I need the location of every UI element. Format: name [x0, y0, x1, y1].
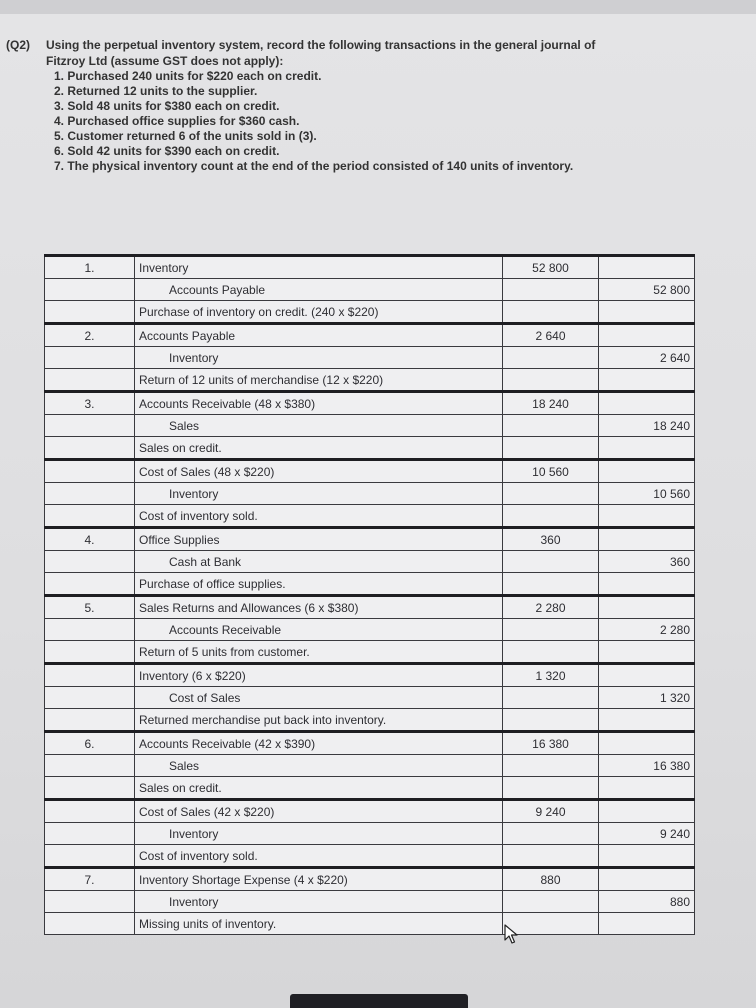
credit-amount: 18 240 — [599, 415, 695, 437]
credit-account: Inventory — [169, 350, 219, 365]
entry-number — [45, 800, 135, 823]
entry-number: 3. — [45, 392, 135, 415]
debit-account: Office Supplies — [135, 528, 503, 551]
narration: Sales on credit. — [135, 437, 503, 460]
transaction-item: 3. Sold 48 units for $380 each on credit. — [54, 99, 280, 113]
credit-amount: 2 280 — [599, 619, 695, 641]
entry-number: 4. — [45, 528, 135, 551]
debit-account: Inventory — [135, 256, 503, 279]
mouse-pointer-icon — [504, 924, 518, 944]
journal-credit-row — [45, 619, 695, 641]
narration: Return of 12 units of merchandise (12 x $220) — [135, 369, 503, 392]
credit-amount-empty — [599, 256, 695, 279]
debit-amount: 9 240 — [503, 800, 599, 823]
journal-narration-row — [45, 369, 695, 392]
question-label: (Q2) — [6, 38, 30, 52]
credit-amount: 16 380 — [599, 755, 695, 777]
entry-number — [45, 664, 135, 687]
debit-amount: 1 320 — [503, 664, 599, 687]
journal-narration-row — [45, 777, 695, 800]
credit-account: Inventory — [169, 826, 219, 841]
credit-account: Inventory — [169, 486, 219, 501]
journal-narration-row — [45, 913, 695, 935]
journal-debit-row — [45, 392, 695, 415]
journal-credit-row — [45, 755, 695, 777]
credit-account: Inventory — [169, 894, 219, 909]
credit-account: Cash at Bank — [169, 554, 242, 569]
journal-debit-row — [45, 460, 695, 483]
debit-account: Accounts Receivable (42 x $390) — [135, 732, 503, 755]
entry-number: 6. — [45, 732, 135, 755]
credit-amount: 880 — [599, 891, 695, 913]
narration: Returned merchandise put back into inventory. — [135, 709, 503, 732]
journal-narration-row — [45, 437, 695, 460]
credit-account: Accounts Receivable — [169, 622, 282, 637]
journal-debit-row — [45, 256, 695, 279]
transaction-list — [6, 69, 750, 174]
credit-account: Accounts Payable — [169, 282, 266, 297]
journal-credit-row — [45, 279, 695, 301]
debit-amount: 18 240 — [503, 392, 599, 415]
narration: Return of 5 units from customer. — [135, 641, 503, 664]
journal-credit-row — [45, 415, 695, 437]
general-journal-table — [44, 254, 695, 935]
journal-credit-row — [45, 891, 695, 913]
narration: Cost of inventory sold. — [135, 505, 503, 528]
journal-debit-row — [45, 800, 695, 823]
entry-number: 5. — [45, 596, 135, 619]
question-intro: Using the perpetual inventory system, record the following transactions in the general journal of — [46, 38, 596, 52]
credit-account: Sales — [169, 418, 200, 433]
transaction-item: 4. Purchased office supplies for $360 cash. — [54, 114, 300, 128]
debit-account: Cost of Sales (42 x $220) — [135, 800, 503, 823]
debit-account: Sales Returns and Allowances (6 x $380) — [135, 596, 503, 619]
taskbar-tab[interactable] — [290, 994, 468, 1008]
credit-amount: 1 320 — [599, 687, 695, 709]
narration: Purchase of inventory on credit. (240 x $220) — [135, 301, 503, 324]
narration: Purchase of office supplies. — [135, 573, 503, 596]
narration: Sales on credit. — [135, 777, 503, 800]
screen-top-edge — [0, 0, 756, 14]
entry-number: 2. — [45, 324, 135, 347]
journal-credit-row — [45, 347, 695, 369]
transaction-item: 2. Returned 12 units to the supplier. — [54, 84, 258, 98]
transaction-item: 5. Customer returned 6 of the units sold in (3). — [54, 129, 317, 143]
question-heading — [6, 38, 750, 54]
transaction-item: 6. Sold 42 units for $390 each on credit. — [54, 144, 280, 158]
debit-amount: 16 380 — [503, 732, 599, 755]
credit-account: Cost of Sales — [169, 690, 241, 705]
narration: Cost of inventory sold. — [135, 845, 503, 868]
journal-debit-row — [45, 596, 695, 619]
journal-narration-row — [45, 641, 695, 664]
entry-number — [45, 460, 135, 483]
credit-account: Sales — [169, 758, 200, 773]
entry-number: 1. — [45, 256, 135, 279]
journal-credit-row — [45, 551, 695, 573]
journal-debit-row — [45, 528, 695, 551]
debit-amount: 2 640 — [503, 324, 599, 347]
journal-narration-row — [45, 709, 695, 732]
narration: Missing units of inventory. — [135, 913, 503, 935]
question-intro-continued: Fitzroy Ltd (assume GST does not apply): — [46, 53, 284, 68]
credit-amount: 10 560 — [599, 483, 695, 505]
debit-amount: 52 800 — [503, 256, 599, 279]
debit-account: Inventory Shortage Expense (4 x $220) — [135, 868, 503, 891]
journal-narration-row — [45, 505, 695, 528]
journal-debit-row — [45, 732, 695, 755]
question-block — [6, 38, 750, 174]
debit-amount: 360 — [503, 528, 599, 551]
credit-amount: 52 800 — [599, 279, 695, 301]
debit-amount: 2 280 — [503, 596, 599, 619]
debit-amount: 880 — [503, 868, 599, 891]
credit-amount: 2 640 — [599, 347, 695, 369]
debit-account: Cost of Sales (48 x $220) — [135, 460, 503, 483]
journal-debit-row — [45, 324, 695, 347]
journal-narration-row — [45, 573, 695, 596]
entry-number: 7. — [45, 868, 135, 891]
journal-debit-row — [45, 868, 695, 891]
transaction-item: 1. Purchased 240 units for $220 each on credit. — [54, 69, 322, 83]
transaction-item: 7. The physical inventory count at the end of the period consisted of 140 units of inventory. — [54, 159, 574, 173]
credit-amount: 360 — [599, 551, 695, 573]
journal-debit-row — [45, 664, 695, 687]
debit-amount: 10 560 — [503, 460, 599, 483]
credit-amount: 9 240 — [599, 823, 695, 845]
journal-credit-row — [45, 687, 695, 709]
journal-credit-row — [45, 483, 695, 505]
debit-account: Accounts Receivable (48 x $380) — [135, 392, 503, 415]
debit-account: Inventory (6 x $220) — [135, 664, 503, 687]
journal-credit-row — [45, 823, 695, 845]
debit-account: Accounts Payable — [135, 324, 503, 347]
journal-narration-row — [45, 301, 695, 324]
journal-narration-row — [45, 845, 695, 868]
